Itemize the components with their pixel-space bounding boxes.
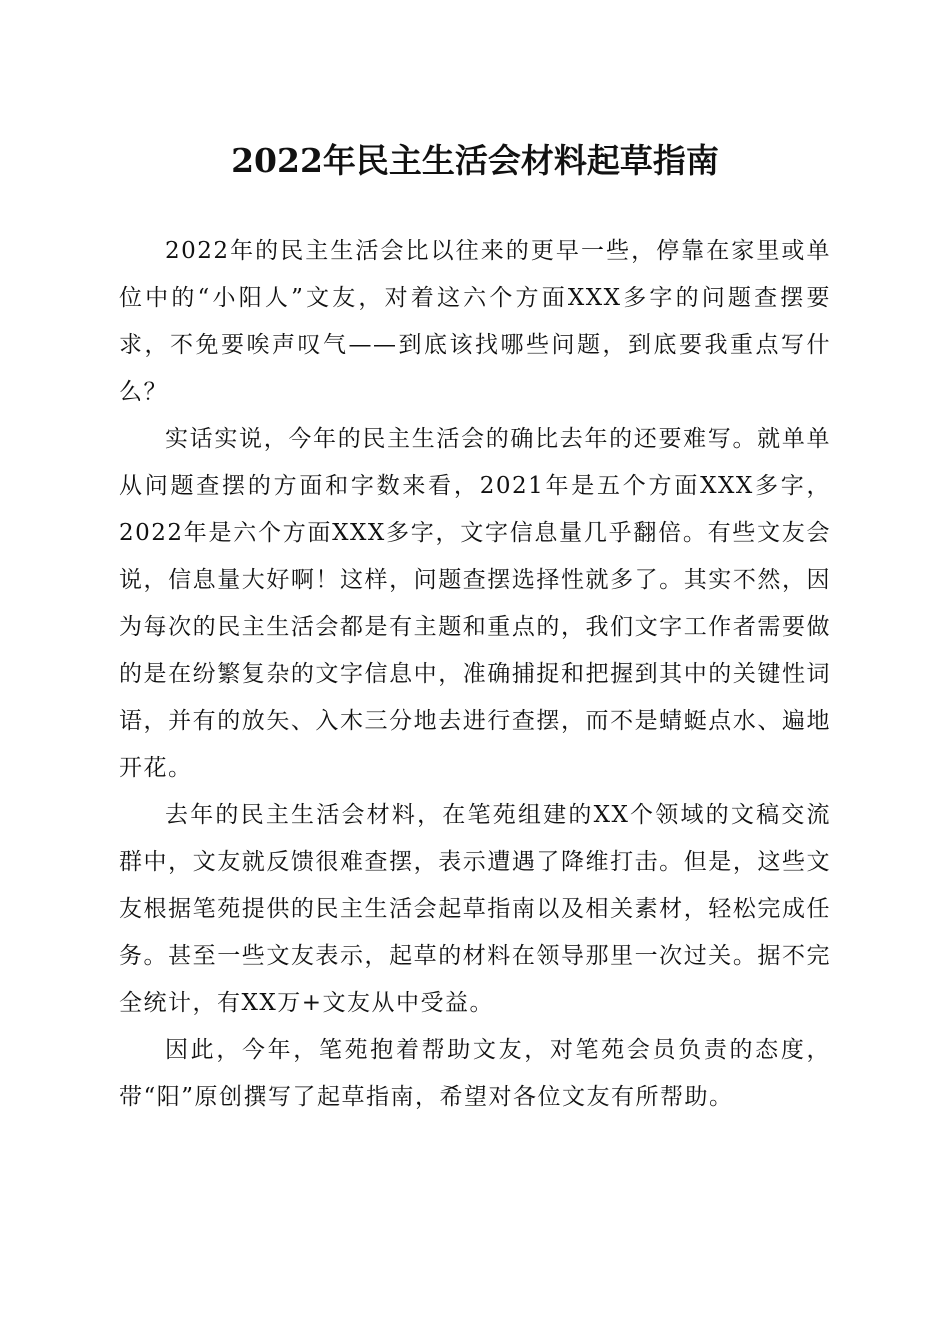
paragraph-1: 2022年的民主生活会比以往来的更早一些，停靠在家里或单位中的“小阳人”文友，对着这六个方面XXX多字的问题查摆要求，不免要唉声叹气——到底该找哪些问题，到底要我重点写什么？ <box>119 238 831 405</box>
paragraph-3: 去年的民主生活会材料，在笔苑组建的XX个领域的文稿交流群中，文友就反馈很难查摆，表示遭遇了降维打击。但是，这些文友根据笔苑提供的民主生活会起草指南以及相关素材，轻松完成任务。甚至一些文友表示，起草的材料在领导那里一次过关。据不完全统计，有XX万+文友从中受益。 <box>119 802 831 1016</box>
paragraph-2: 实话实说，今年的民主生活会的确比去年的还要难写。就单单从问题查摆的方面和字数来看，2021年是五个方面XXX多字，2022年是六个方面XXX多字，文字信息量几乎翻倍。有些文友会说，信息量大好啊！这样，问题查摆选择性就多了。其实不然，因为每次的民主生活会都是有主题和重点的，我们文字工作者需要做的是在纷繁复杂的文字信息中，准确捕捉和把握到其中的关键性词语，并有的放矢、入木三分地去进行查摆，而不是蜻蜓点水、遍地开花。 <box>119 426 831 781</box>
paragraph-4: 因此，今年，笔苑抱着帮助文友，对笔苑会员负责的态度，带“阳”原创撰写了起草指南，希望对各位文友有所帮助。 <box>119 1037 831 1110</box>
document-body <box>119 228 831 1121</box>
document-title: 2022年民主生活会材料起草指南 <box>231 141 719 180</box>
